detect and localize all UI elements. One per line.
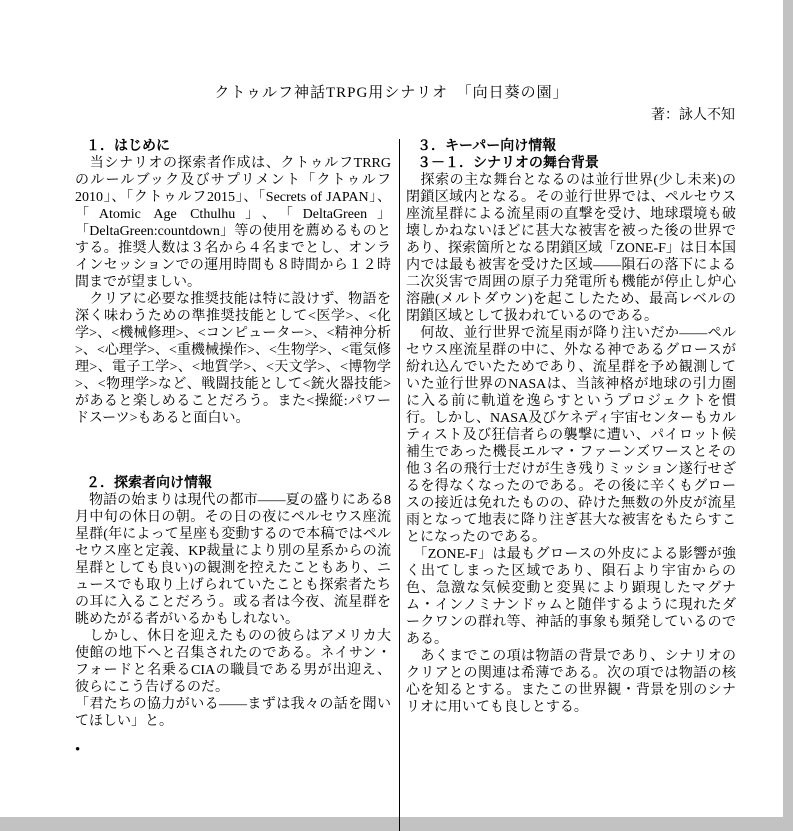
section-1-heading: １．はじめに <box>86 139 170 154</box>
section-3-paragraph-2: 何故、並行世界で流星雨が降り注いだか——ペルセウス座流星群の中に、外なる神であるグロースが紛れ込んでいたためであり、流星群を予め観測していた並行世界のNASAは、当該神格が地球の引力圏に入る前に軌道を逸らすというプロジェクトを慣行。しかし、NASA及びケネディ宇宙センターもカルティスト及び狂信者らの襲撃に遭い、パイロット候補生であった機長エルマ・ファーンズワースとその他３名の飛行士だけが生き残りミッション遂行せざるを得なくなったのである。その後に辛くもグロースの接近は免れたものの、砕けた無数の外皮が流星雨となって地表に降り注ぎ甚大な被害をもたらすことになったのである。 <box>406 326 736 545</box>
section-3-paragraph-3: 「ZONE-F」は最もグロースの外皮による影響が強く出てしまった区域であり、隕石より宇宙からの色、急激な気候変動と変異により顕現したマグナム・インノミナンドゥムと随伴するように現れたダークワンの群れ等、神話的事象も頻発しているのである。 <box>406 547 736 647</box>
section-2-paragraph-2: しかし、休日を迎えたものの彼らはアメリカ大使館の地下へと召集されたのである。ネイサン・フォードと名乗るCIAの職員である男が出迎え、彼らにこう告げるのだ。 <box>75 629 391 695</box>
right-column <box>406 138 736 716</box>
section-3-heading: ３．キーパー向け情報 <box>417 139 557 154</box>
section-3-paragraph-1: 探索の主な舞台となるのは並行世界(少し未来)の閉鎖区域内となる。その並行世界では、ペルセウス座流星群による流星雨の直撃を受け、地球環境も破壊しかねないほどに甚大な被害を被った後の世界であり、探索箇所となる閉鎖区域「ZONE-F」は日本国内では最も被害を受けた区域——隕石の落下による二次災害で周囲の原子力発電所も機能が停止し炉心溶融(メルトダウン)を起こしたため、最高レベルの閉鎖区域として扱われているのである。 <box>406 173 736 324</box>
section-2-heading: ２．探索者向け情報 <box>86 476 212 491</box>
section-1-paragraph-1: 当シナリオの探索者作成は、クトゥルフTRRGのルールブック及びサプリメント「クトゥルフ2010」、「クトゥルフ2015」、「Secrets of JAPAN」、「Atomic Age Cthulhu」、「DeltaGreen」「DeltaGreen:countdown」等の使用を薦めるものとする。推奨人数は３名から４名までとし、オンラインセッションでの運用時間も８時間から１２時間までが望ましい。 <box>75 156 391 290</box>
document-author: 著：詠人不知 <box>651 108 735 123</box>
section-2-paragraph-3: 「君たちの協力がいる——まずは我々の話を聞いてほしい」と。 <box>75 697 391 729</box>
section-1-paragraph-2: クリアに必要な推奨技能は特に設けず、物語を深く味わうための準推奨技能として<医学>、<化学>、<機械修理>、<コンピューター>、<精神分析>、<心理学>、<重機械操作>、<生物学>、<電気修理>、電子工学>、<地質学>、<天文学>、<博物学>、<物理学>など、戦闘技能として<銃火器技能>があると楽しめることだろう。また<操縦:パワードスーツ>もあると面白い。 <box>75 292 391 426</box>
section-3-paragraph-4: あくまでこの項は物語の背景であり、シナリオのクリアとの関連は希薄である。次の項では物語の核心を知るとする。またこの世界観・背景を別のシナリオに用いても良しとする。 <box>406 649 736 715</box>
left-column <box>75 138 391 759</box>
list-bullet: • <box>75 742 81 758</box>
section-2-paragraph-1: 物語の始まりは現代の都市——夏の盛りにある8月中旬の休日の朝。その日の夜にペルセウス座流星群(年によって星座も変動するので本稿ではペルセウス座と定義、KP裁量により別の星系からの流星群としても良い)の観測を控えたこともあり、ニュースでも取り上げられていたことも探索者たちの耳に入ることだろう。或る者は今夜、流星群を眺めたがる者がいるかもしれない。 <box>75 493 391 627</box>
section-3-1-subheading: ３－１．シナリオの舞台背景 <box>417 156 599 171</box>
column-divider <box>399 139 400 831</box>
document-title: クトゥルフ神話TRPG用シナリオ 「向日葵の園」 <box>214 85 569 101</box>
